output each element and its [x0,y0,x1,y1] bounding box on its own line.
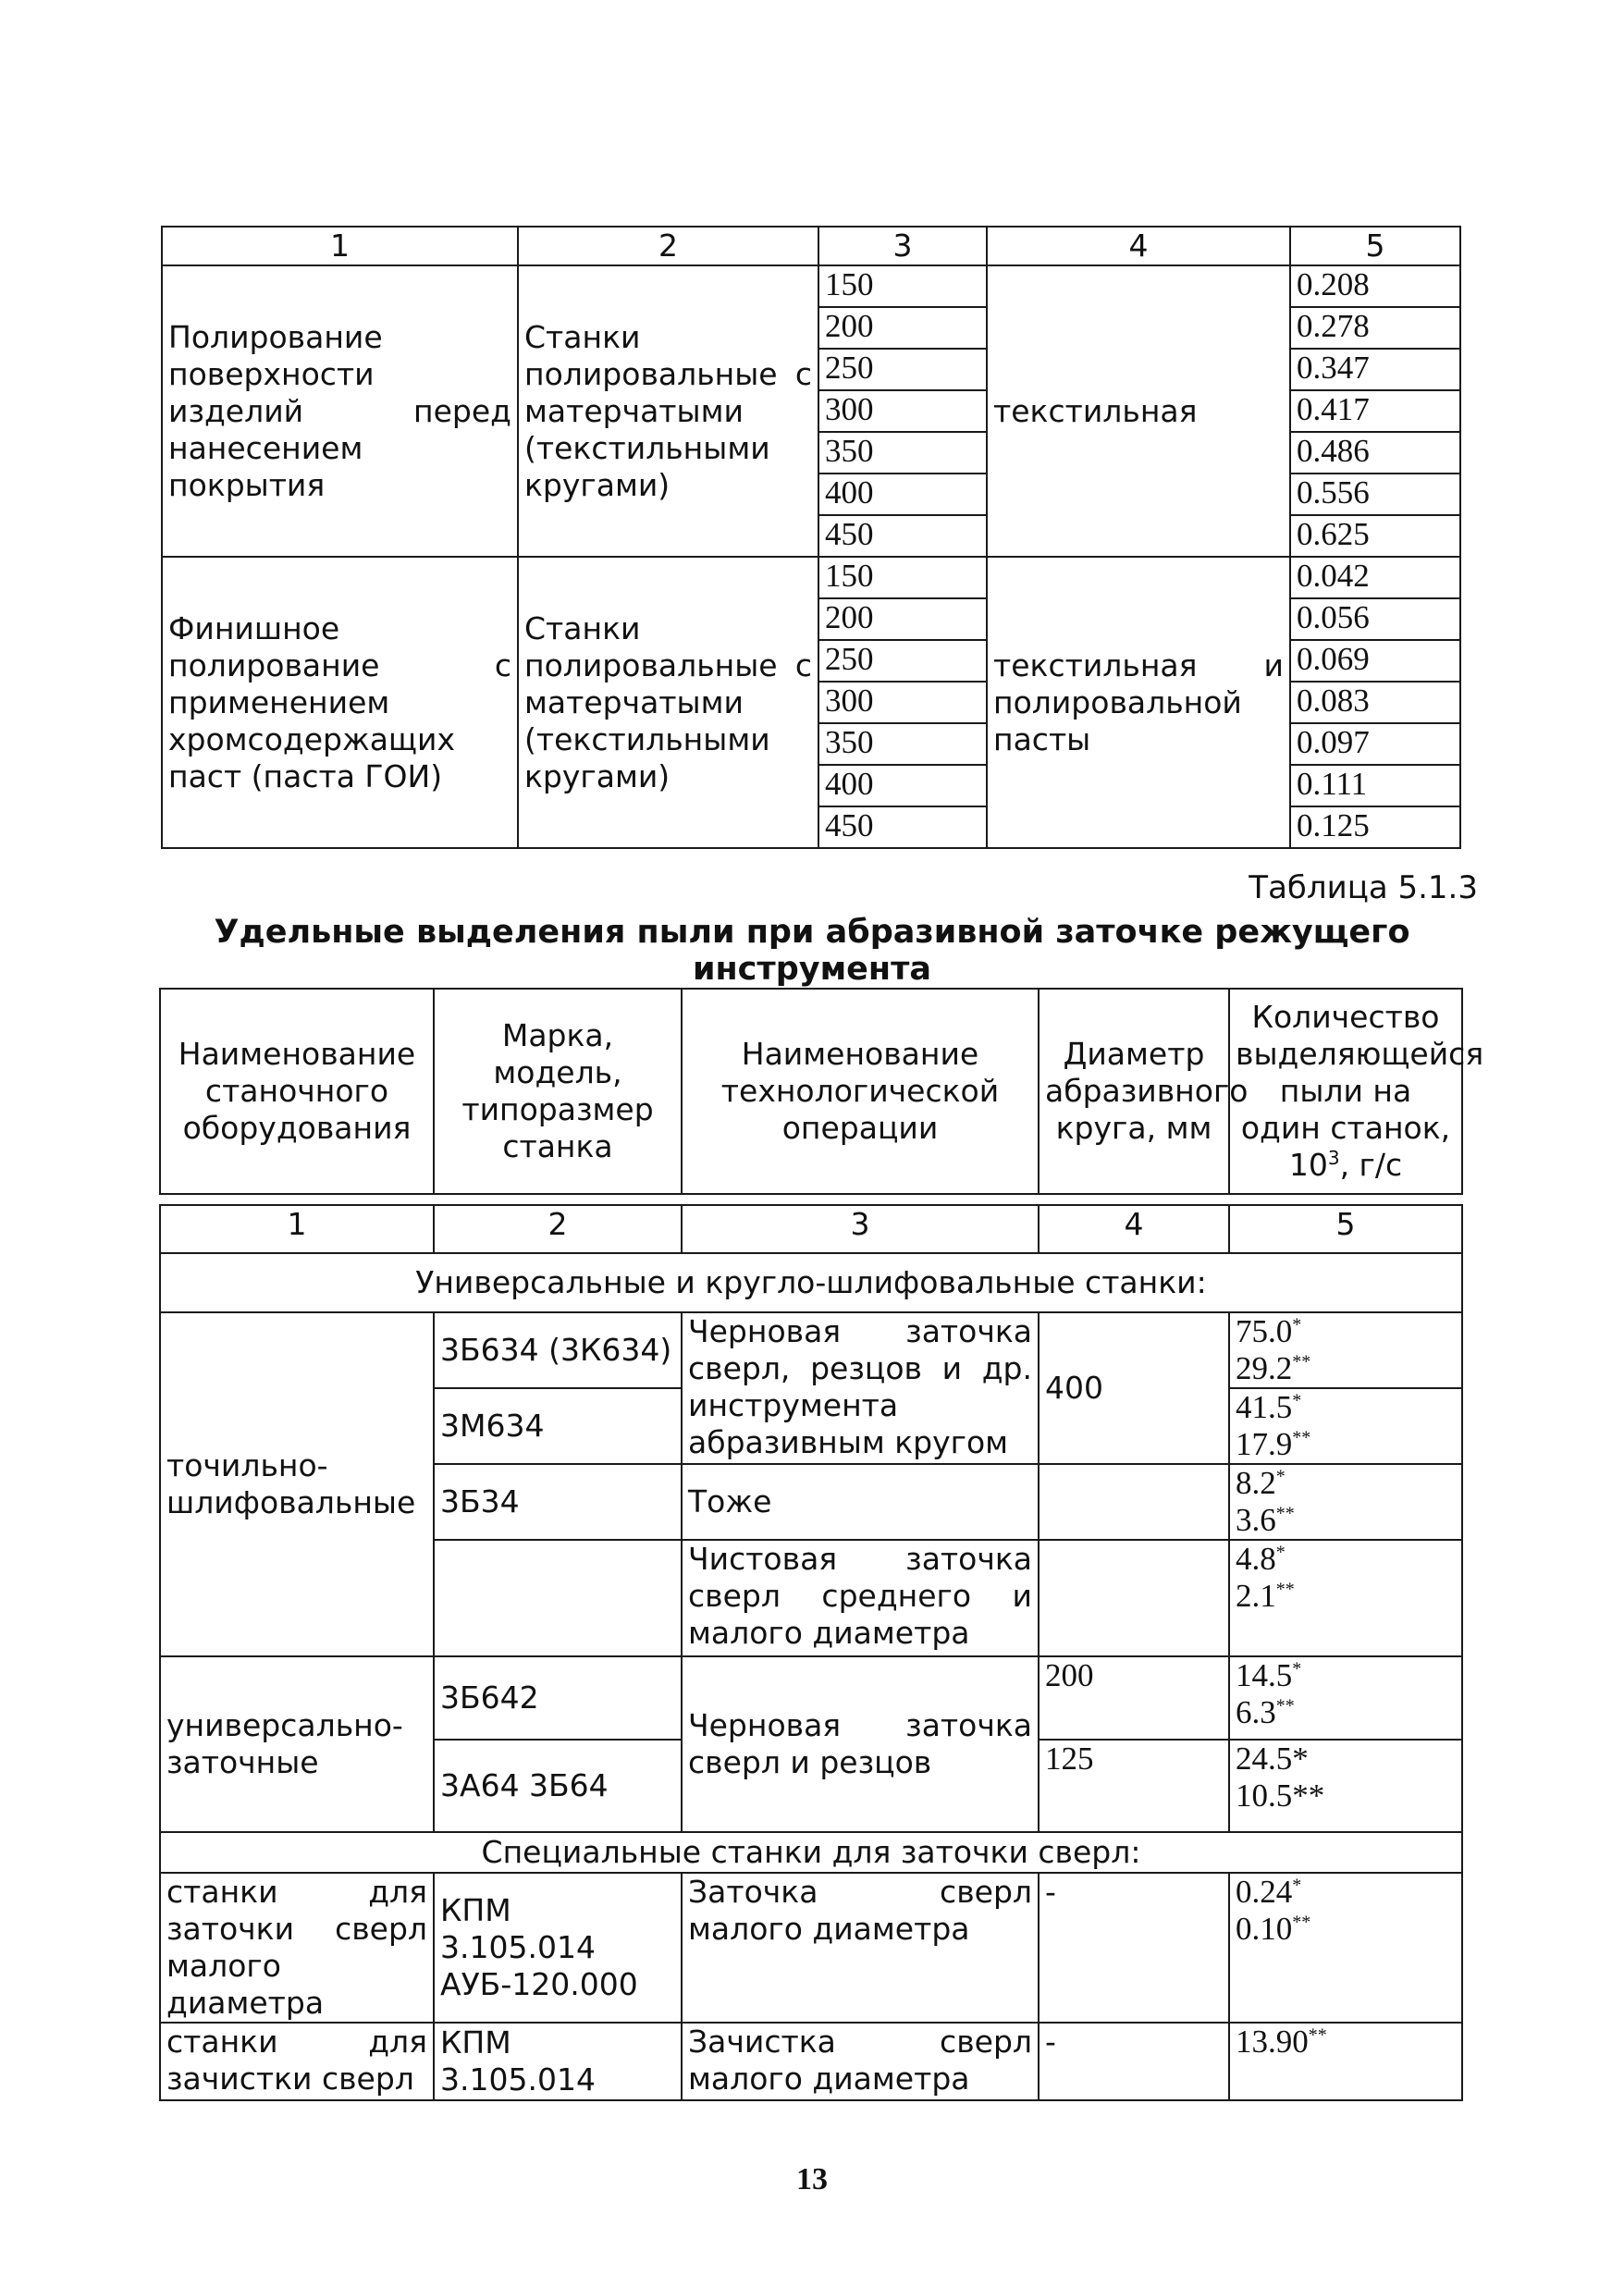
material-cell: текстильная [987,265,1290,557]
value-cell: 0.556 [1290,474,1460,515]
header-quantity-exponent: 3 [1327,1147,1340,1169]
diameter-cell: 400 [818,765,987,806]
operation-cell: Чистовая заточка сверл среднего и малого диаметра [682,1540,1039,1656]
quantity-cell [1229,1656,1462,1740]
diameter-cell: 350 [818,432,987,474]
diameter-cell: 400 [1039,1312,1229,1464]
column-numbers-row [160,1205,1462,1253]
colnum-5: 5 [1229,1205,1462,1253]
quantity-value: 29.2 [1236,1350,1293,1386]
value-cell: 0.208 [1290,265,1460,307]
value-cell: 0.625 [1290,515,1460,557]
header-cell-5: 5 [1290,227,1460,265]
quantity-value: 0.24 [1236,1874,1293,1910]
footnote-mark: * [1292,1390,1302,1411]
diameter-cell: 450 [818,806,987,848]
diameter-cell: 450 [818,515,987,557]
quantity-value: 6.3 [1236,1694,1276,1730]
diameter-cell: 200 [1039,1656,1229,1740]
footnote-mark: ** [1275,1503,1295,1524]
model-cell: 3А64 3Б64 [434,1740,682,1832]
operation-cell: Черновая заточка сверл и резцов [682,1656,1039,1832]
value-cell: 0.417 [1290,390,1460,432]
section-universal: Универсальные и кругло-шлифовальные станки: [160,1253,1462,1312]
header-operation: Наименование технологической операции [682,989,1039,1194]
value-cell: 0.278 [1290,307,1460,349]
quantity-cell [1229,2023,1462,2100]
polishing-table-header [162,227,1460,265]
model-cell: 3Б642 [434,1656,682,1740]
colnum-2: 2 [434,1205,682,1253]
page-number: 13 [796,2162,828,2196]
value-cell: 0.083 [1290,682,1460,723]
operation-cell: Черновая заточка сверл, резцов и др. инструмента абразивным кругом [682,1312,1039,1464]
material-cell: текстильная и полировальной пасты [987,557,1290,848]
model-line: АУБ-120.000 [440,1966,638,2002]
footnote-mark: * [1292,1875,1302,1896]
value-cell: 0.069 [1290,640,1460,682]
footnote-mark: * [1275,1542,1286,1563]
colnum-1: 1 [160,1205,434,1253]
table-row [162,557,1460,598]
quantity-cell [1229,1873,1462,2023]
quantity-value: 75.0 [1236,1313,1293,1349]
colnum-4: 4 [1039,1205,1229,1253]
quantity-value: 0.10 [1236,1911,1293,1947]
section-special: Специальные станки для заточки сверл: [160,1832,1462,1873]
model-cell: КПМ 3.105.014 [434,2023,682,2100]
quantity-value: 4.8 [1236,1541,1276,1577]
header-equipment: Наименование станочного оборудования [160,989,434,1194]
value-cell: 0.056 [1290,598,1460,640]
operation-cell: Финишное полирование с применением хромсодержащих паст (паста ГОИ) [162,557,518,848]
table-row [160,1873,1462,2023]
model-cell [434,1540,682,1656]
diameter-cell: 150 [818,265,987,307]
footnote-mark: * [1275,1466,1286,1487]
quantity-cell [1229,1388,1462,1464]
footnote-mark: ** [1292,1912,1311,1933]
quantity-value: 2.1 [1236,1578,1276,1614]
machine-type-cell: точильно-шлифовальные [160,1312,434,1656]
quantity-cell [1229,1464,1462,1540]
quantity-value: 13.90 [1236,2024,1309,2060]
operation-cell: Полирование поверхности изделий перед нанесением покрытия [162,265,518,557]
table-row [160,1656,1462,1740]
footnote-mark: ** [1308,2024,1327,2046]
quantity-value: 41.5 [1236,1389,1293,1425]
diameter-cell [1039,1464,1229,1540]
model-cell [434,1873,682,2023]
quantity-value: 17.9 [1236,1426,1293,1462]
diameter-cell: 300 [818,682,987,723]
table-row [160,1312,1462,1388]
quantity-value: 8.2 [1236,1465,1276,1501]
value-cell: 0.042 [1290,557,1460,598]
table-number: Таблица 5.1.3 [1249,869,1478,906]
footnote-mark: ** [1292,1427,1311,1448]
header-cell-3: 3 [818,227,987,265]
value-cell: 0.097 [1290,723,1460,765]
diameter-cell: 250 [818,640,987,682]
quantity-value: 10.5** [1236,1778,1325,1814]
diameter-cell: 300 [818,390,987,432]
footnote-mark: ** [1292,1351,1311,1372]
machine-type-cell: станки для заточки сверл малого диаметра [160,1873,434,2023]
operation-cell: Заточка сверл малого диаметра [682,1873,1039,2023]
header-quantity-text: Количество выделяющейся пыли на один станок, 10 [1236,999,1484,1183]
footnote-mark: * [1292,1658,1302,1679]
table-title: Удельные выделения пыли при абразивной заточке режущего инструмента [214,914,1410,988]
equipment-cell: Станки полировальные с матерчатыми (текстильными кругами) [518,557,818,848]
header-quantity [1229,989,1484,1194]
header-cell-2: 2 [518,227,818,265]
diameter-cell: - [1039,1873,1229,2023]
diameter-cell: 125 [1039,1740,1229,1832]
polishing-table [161,226,1461,849]
footnote-mark: * [1292,1314,1302,1335]
machine-type-cell: станки для зачистки сверл [160,2023,434,2100]
header-model: Марка, модель, типоразмер станка [434,989,682,1194]
quantity-value: 14.5 [1236,1657,1293,1693]
machine-type-cell: универсально-заточные [160,1656,434,1832]
model-cell: 3Б34 [434,1464,682,1540]
table-row [162,265,1460,307]
header-quantity-unit: , г/с [1339,1147,1403,1183]
operation-cell: Зачистка сверл малого диаметра [682,2023,1039,2100]
diameter-cell: 200 [818,307,987,349]
header-cell-4: 4 [987,227,1290,265]
quantity-cell [1229,1740,1462,1832]
sharpening-table-header [160,989,1462,1194]
header-cell-1: 1 [162,227,518,265]
quantity-cell [1229,1312,1462,1388]
quantity-value: 3.6 [1236,1502,1276,1538]
section-row [160,1832,1462,1873]
diameter-cell: 350 [818,723,987,765]
colnum-3: 3 [682,1205,1039,1253]
value-cell: 0.125 [1290,806,1460,848]
value-cell: 0.486 [1290,432,1460,474]
operation-cell: Тоже [682,1464,1039,1540]
model-cell: 3М634 [434,1388,682,1464]
diameter-cell: - [1039,2023,1229,2100]
footnote-mark: ** [1275,1579,1295,1600]
model-line: КПМ 3.105.014 [440,1892,596,1965]
section-row [160,1253,1462,1312]
diameter-cell: 150 [818,557,987,598]
quantity-cell [1229,1540,1462,1656]
header-diameter: Диаметр абразивного круга, мм [1039,989,1229,1194]
diameter-cell: 200 [818,598,987,640]
diameter-cell: 250 [818,349,987,390]
value-cell: 0.347 [1290,349,1460,390]
diameter-cell [1039,1540,1229,1656]
sharpening-table [159,988,1484,2101]
footnote-mark: ** [1275,1695,1295,1716]
quantity-value: 24.5* [1236,1741,1309,1777]
value-cell: 0.111 [1290,765,1460,806]
model-cell: 3Б634 (3К634) [434,1312,682,1388]
table-row [160,2023,1462,2100]
equipment-cell: Станки полировальные с матерчатыми (текстильными кругами) [518,265,818,557]
diameter-cell: 400 [818,474,987,515]
